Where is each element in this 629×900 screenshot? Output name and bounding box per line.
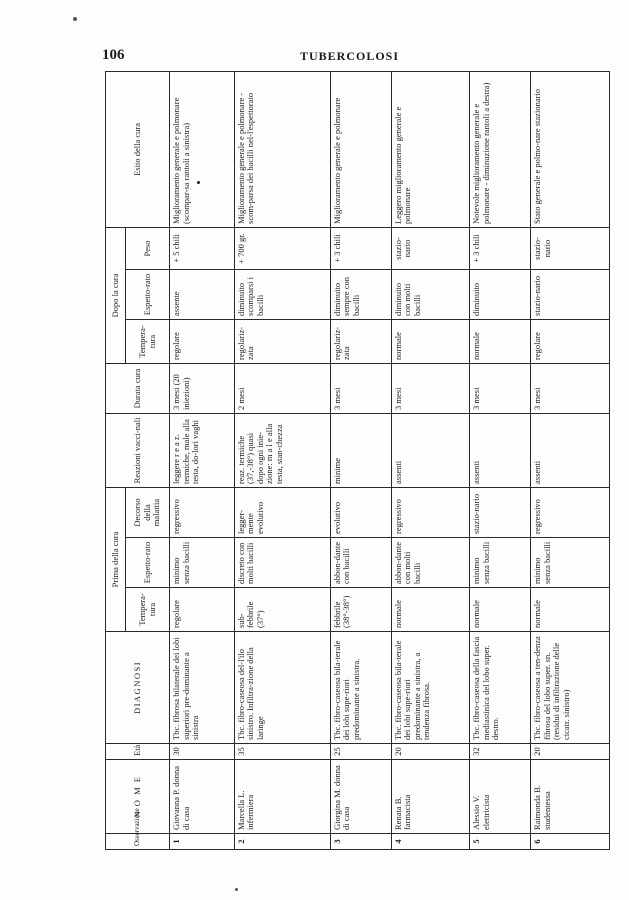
cell-after-temperature: regolariz-zata [330,319,391,363]
cell-after-sputum: diminuito [470,269,531,319]
table-row [531,71,610,849]
cell-age: 20 [391,744,470,760]
cell-course: regressivo [531,487,610,537]
header-before-temperature: Tempera-tura [126,588,170,632]
cell-before-temperature: normale [391,588,470,632]
cell-reactions: leggere r e a z. termiche, male alla testa, do-lori vaghi [170,413,235,487]
cell-duration: 2 mesi [234,363,330,413]
cell-weight: + 700 gr. [234,227,330,269]
cell-reactions: minime [330,413,391,487]
cell-outcome: Notevole miglioramento generale e polmonare - diminuzione rantoli a destra) [470,71,531,227]
header-name: N O M E [106,760,170,834]
cell-outcome [170,71,235,227]
cell-course: regressivo [170,487,235,537]
cell-before-temperature: normale [470,588,531,632]
cell-age: 30 [170,744,235,760]
cell-outcome: Stato generale e polmo-nare stazionario [531,71,610,227]
results-table [105,71,610,850]
cell-weight: stazio-nario [531,227,610,269]
header-outcome: Esito della cura [106,71,170,227]
rotated-table [105,72,610,850]
cell-number: 6 [531,834,610,850]
table-row [391,71,470,849]
header-after: Dopo la cura [106,227,126,363]
header-before: Prima della cura [106,487,126,631]
ink-dot [197,181,200,184]
header-after-sputum: Espetto-rato [126,269,170,319]
cell-diagnosis: Tbc. fibro-caseosa bila-terale dei lobi supe-riori predominante a sinistra. [330,632,391,744]
cell-course: regressivo [391,487,470,537]
table-row [470,71,531,849]
cell-diagnosis: Tbc. fibro-caseosa della fascia mediastinica del lobo super. destro. [470,632,531,744]
cell-reactions: assenti [531,413,610,487]
cell-after-temperature: regolare [170,319,235,363]
cell-age: 32 [470,744,531,760]
cell-diagnosis: Tbc. fibro-caseosa bila-terale dei lobi supe-riori predominante a sinistra, a tendenza fibrosa. [391,632,470,744]
cell-name: Giorgina M. donna di casa [330,760,391,834]
cell-name: Giovanna P. donna di casa [170,760,235,834]
cell-number: 2 [234,834,330,850]
cell-before-sputum: minimo senza bacilli [531,538,610,588]
cell-before-sputum: minimo senza bacilli [470,538,531,588]
cell-number: 5 [470,834,531,850]
cell-name: Marcella L. infermiera [234,760,330,834]
cell-before-temperature: regolare [170,588,235,632]
cell-age: 25 [330,744,391,760]
cell-reactions: assenti [391,413,470,487]
header-row [106,71,126,849]
cell-before-temperature: normale [531,588,610,632]
cell-name: Renata B. farmacista [391,760,470,834]
cell-age: 20 [531,744,610,760]
header-weight: Peso [126,227,170,269]
header-observation: Osservazione [106,834,170,850]
cell-outcome-text: Miglioramento generale e polmonare (scompar-sa rantoli a sinistra) [171,97,191,224]
cell-after-sputum: diminuito scomparsi i bacilli [234,269,330,319]
header-before-course: Decorso della malattia [126,487,170,537]
cell-duration: 3 mesi [531,363,610,413]
print-speck [235,888,238,891]
cell-reactions: assenti [470,413,531,487]
cell-weight: + 3 chili [330,227,391,269]
cell-course: legger-mente evolutivo [234,487,330,537]
cell-duration: 3 mesi [470,363,531,413]
cell-before-temperature: sub-febbrile (37°) [234,588,330,632]
header-duration: Durata cura [106,363,170,413]
table-row [170,71,235,849]
cell-reactions: reaz. termiche (37,-38°) quasi dopo ogni inie-zione: m a l e alla testa, stan-chezza [234,413,330,487]
cell-weight: + 3 chili [470,227,531,269]
cell-duration: 3 mesi [391,363,470,413]
cell-before-sputum: abbon-dante con bacilli [330,538,391,588]
cell-age: 35 [234,744,330,760]
cell-after-temperature: normale [470,319,531,363]
cell-outcome: Miglioramento generale e polmonare - scom-parsa dei bacilli nel-l'espettorato [234,71,330,227]
table-row [234,71,330,849]
cell-after-sputum: diminuito sempre con bacilli [330,269,391,319]
table-row [330,71,391,849]
cell-after-temperature: normale [391,319,470,363]
cell-duration: 3 mesi [330,363,391,413]
cell-after-sputum: diminuito con molti bacilli [391,269,470,319]
cell-after-sputum: assente [170,269,235,319]
cell-before-sputum: discreto con molti bacilli [234,538,330,588]
cell-course: stazio-nario [470,487,531,537]
header-before-sputum: Espetto-rato [126,538,170,588]
cell-before-sputum: minimo senza bacilli [170,538,235,588]
cell-before-temperature: febbrile (38°-38°) [330,588,391,632]
cell-name: Alessio V. elettricista [470,760,531,834]
table-frame [105,72,610,850]
header-vaccine-reactions: Reazioni vacci-nali [106,413,170,487]
cell-duration: 3 mesi (20 iniezioni) [170,363,235,413]
cell-diagnosis: Tbc. fibro-caseosa del-l'ilo sinistro. Infiltra-zione della laringe [234,632,330,744]
cell-outcome: Miglioramento generale e polmonare [330,71,391,227]
cell-after-sputum: stazio-nario [531,269,610,319]
page-number: 106 [102,47,125,63]
cell-number: 1 [170,834,235,850]
cell-after-temperature: regolariz-zata [234,319,330,363]
header-age: Età [106,744,170,760]
cell-outcome: Leggero miglioramento generale e polmonare [391,71,470,227]
cell-before-sputum: abbon-dante con molti bacilli [391,538,470,588]
cell-number: 4 [391,834,470,850]
cell-weight: stazio-nario [391,227,470,269]
cell-weight: + 5 chili [170,227,235,269]
cell-name: Raimonda B. studentessa [531,760,610,834]
cell-course: evolutivo [330,487,391,537]
header-diagnosis: DIAGNOSI [106,632,170,744]
running-title: TUBERCOLOSI [300,49,400,63]
print-speck [73,17,77,21]
page-header [0,0,629,70]
cell-number: 3 [330,834,391,850]
header-after-temperature: Tempera-tura [126,319,170,363]
cell-diagnosis: Tbc. fibrosa bilaterale dei lobi superiori pre-dominante a sinistra [170,632,235,744]
cell-diagnosis: Tbc. fibro-caseosa a ten-denza fibrosa del lobo super. sn. (residui di infiltrazione delle cicatr. sinistro) [531,632,610,744]
cell-after-temperature: regolare [531,319,610,363]
